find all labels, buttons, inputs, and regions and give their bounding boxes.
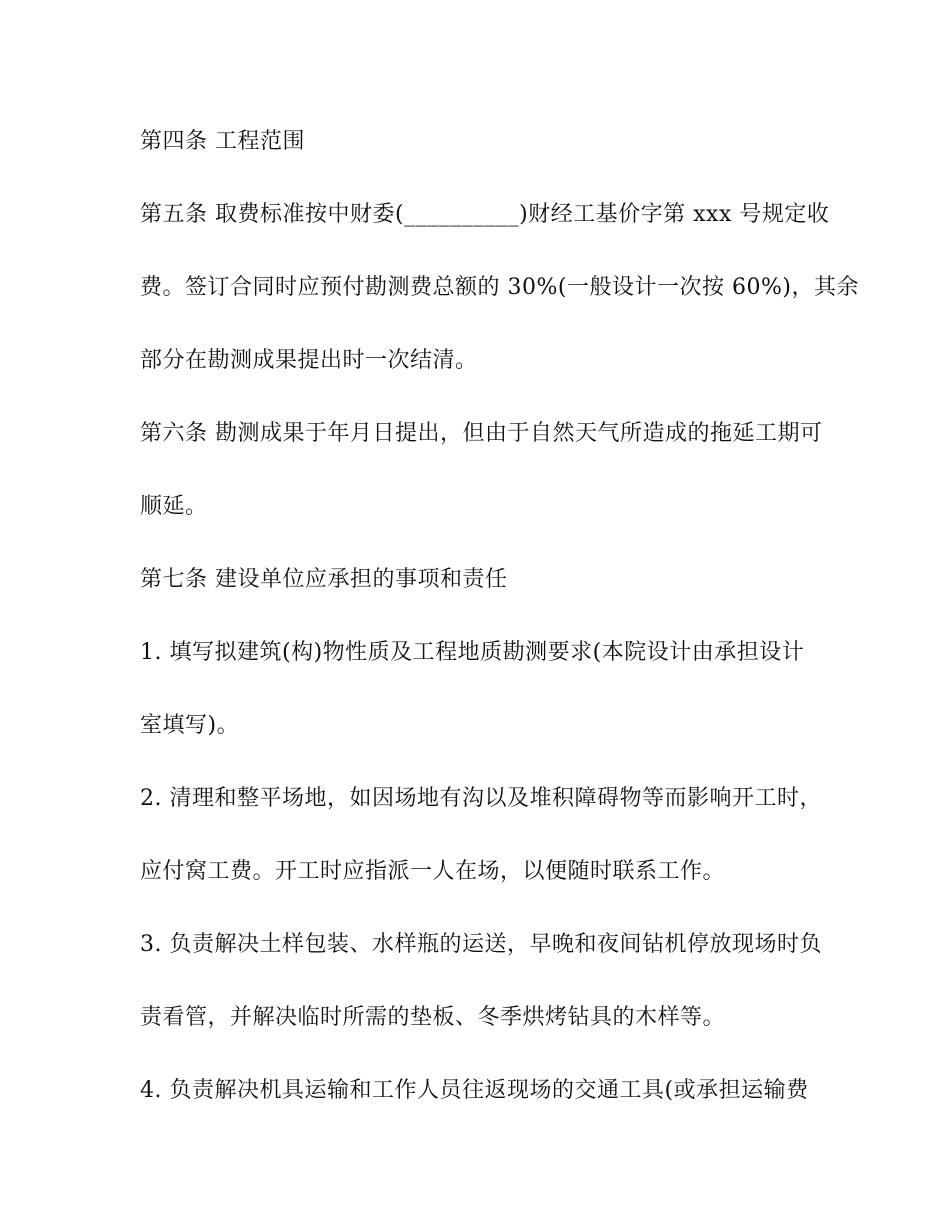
clause-6-line-2: 顺延。	[140, 494, 208, 519]
clause-5-line-2: 费。签订合同时应预付勘测费总额的 30%(一般设计一次按 60%)，其余	[140, 275, 859, 300]
clause-5-line-3: 部分在勘测成果提出时一次结清。	[140, 348, 478, 373]
item-3-line-2: 责看管，并解决临时所需的垫板、冬季烘烤钻具的木样等。	[140, 1005, 726, 1030]
item-1-line-2: 室填写)。	[140, 713, 240, 738]
item-1-line-1: 1. 填写拟建筑(构)物性质及工程地质勘测要求(本院设计由承担设计	[140, 640, 805, 665]
clause-5-line-1: 第五条 取费标准按中财委(__________)财经工基价字第 xxx 号规定收	[140, 202, 830, 227]
item-4-line-1: 4. 负责解决机具运输和工作人员往返现场的交通工具(或承担运输费	[140, 1078, 809, 1103]
item-2-line-2: 应付窝工费。开工时应指派一人在场，以便随时联系工作。	[140, 859, 726, 884]
clause-6-line-1: 第六条 勘测成果于年月日提出，但由于自然天气所造成的拖延工期可	[140, 421, 823, 446]
item-2-line-1: 2. 清理和整平场地，如因场地有沟以及堆积障碍物等而影响开工时，	[140, 786, 822, 811]
clause-7-heading: 第七条 建设单位应承担的事项和责任	[140, 567, 508, 592]
clause-4-heading: 第四条 工程范围	[140, 129, 305, 154]
item-3-line-1: 3. 负责解决土样包装、水样瓶的运送，早晚和夜间钻机停放现场时负	[140, 932, 822, 957]
